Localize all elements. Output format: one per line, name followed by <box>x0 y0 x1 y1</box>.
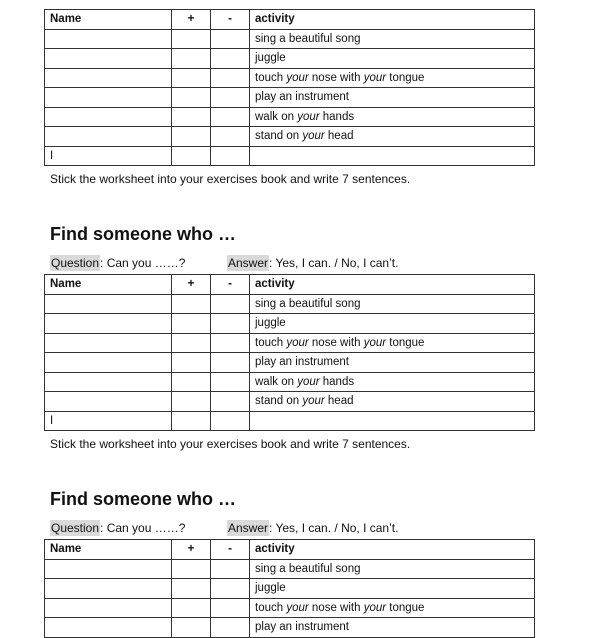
minus-cell[interactable] <box>211 372 250 392</box>
name-cell[interactable]: I <box>45 146 172 166</box>
question-prompt <box>50 517 185 539</box>
answer-text: : Yes, I can. / No, I can’t. <box>269 521 399 535</box>
plus-cell[interactable] <box>172 579 211 599</box>
name-cell[interactable] <box>45 579 172 599</box>
minus-cell[interactable] <box>211 88 250 108</box>
name-cell[interactable] <box>45 598 172 618</box>
minus-cell[interactable] <box>211 618 250 638</box>
section-title: Find someone who … <box>50 489 237 509</box>
activity-cell: stand on your head <box>250 392 535 412</box>
plus-cell[interactable] <box>172 107 211 127</box>
activity-cell: sing a beautiful song <box>250 294 535 314</box>
plus-cell[interactable] <box>172 314 211 334</box>
activity-cell: juggle <box>250 579 535 599</box>
worksheet-section-1 <box>0 9 595 206</box>
minus-cell[interactable] <box>211 579 250 599</box>
name-column-header: Name <box>45 540 172 560</box>
name-cell[interactable] <box>45 294 172 314</box>
plus-cell[interactable] <box>172 392 211 412</box>
activity-column-header: activity <box>250 540 535 560</box>
minus-cell[interactable] <box>211 29 250 49</box>
minus-cell[interactable] <box>211 294 250 314</box>
activity-cell: touch your nose with your tongue <box>250 598 535 618</box>
table-row <box>45 49 535 69</box>
plus-cell[interactable] <box>172 618 211 638</box>
minus-cell[interactable] <box>211 411 250 431</box>
plus-column-header: + <box>172 275 211 295</box>
minus-cell[interactable] <box>211 68 250 88</box>
activity-cell: play an instrument <box>250 88 535 108</box>
activity-cell: touch your nose with your tongue <box>250 68 535 88</box>
question-answer-line <box>0 252 595 274</box>
question-text: : Can you ……? <box>100 256 186 270</box>
minus-cell[interactable] <box>211 333 250 353</box>
table-row <box>45 294 535 314</box>
activity-cell: sing a beautiful song <box>250 29 535 49</box>
worksheet-section-2 <box>0 216 595 471</box>
worksheet-table <box>44 539 535 638</box>
activity-cell: play an instrument <box>250 618 535 638</box>
name-column-header: Name <box>45 10 172 30</box>
question-label: Question <box>51 256 100 270</box>
instruction-text: Stick the worksheet into your exercises book and write 7 sentences. <box>50 437 411 451</box>
question-prompt <box>50 252 185 274</box>
table-row <box>45 314 535 334</box>
minus-cell[interactable] <box>211 353 250 373</box>
table-row <box>45 333 535 353</box>
worksheet-section-3 <box>0 481 595 638</box>
plus-cell[interactable] <box>172 88 211 108</box>
name-column-header: Name <box>45 275 172 295</box>
name-cell[interactable] <box>45 333 172 353</box>
activity-cell[interactable] <box>250 146 535 166</box>
activity-cell: walk on your hands <box>250 372 535 392</box>
answer-label: Answer <box>228 256 269 270</box>
name-cell[interactable] <box>45 107 172 127</box>
plus-cell[interactable] <box>172 146 211 166</box>
name-cell[interactable] <box>45 353 172 373</box>
minus-cell[interactable] <box>211 598 250 618</box>
minus-column-header: - <box>211 10 250 30</box>
question-text: : Can you ……? <box>100 521 186 535</box>
name-cell[interactable] <box>45 127 172 147</box>
plus-cell[interactable] <box>172 29 211 49</box>
name-cell[interactable] <box>45 618 172 638</box>
activity-column-header: activity <box>250 10 535 30</box>
table-header-row <box>45 540 535 560</box>
activity-column-header: activity <box>250 275 535 295</box>
name-cell[interactable] <box>45 392 172 412</box>
table-row <box>45 127 535 147</box>
plus-cell[interactable] <box>172 333 211 353</box>
minus-column-header: - <box>211 540 250 560</box>
plus-cell[interactable] <box>172 294 211 314</box>
plus-cell[interactable] <box>172 49 211 69</box>
question-answer-line <box>0 517 595 539</box>
table-row <box>45 618 535 638</box>
plus-cell[interactable] <box>172 372 211 392</box>
minus-cell[interactable] <box>211 107 250 127</box>
table-row <box>45 559 535 579</box>
plus-cell[interactable] <box>172 411 211 431</box>
plus-cell[interactable] <box>172 127 211 147</box>
answer-prompt <box>227 517 398 539</box>
worksheet-table <box>44 9 535 166</box>
activity-cell: sing a beautiful song <box>250 559 535 579</box>
minus-cell[interactable] <box>211 392 250 412</box>
table-header-row <box>45 275 535 295</box>
table-row <box>45 579 535 599</box>
activity-cell: touch your nose with your tongue <box>250 333 535 353</box>
table-header-row <box>45 10 535 30</box>
name-cell[interactable] <box>45 29 172 49</box>
table-row <box>45 107 535 127</box>
table-row <box>45 372 535 392</box>
table-row <box>45 353 535 373</box>
name-cell[interactable] <box>45 68 172 88</box>
answer-text: : Yes, I can. / No, I can’t. <box>269 256 399 270</box>
minus-column-header: - <box>211 275 250 295</box>
table-row <box>45 68 535 88</box>
minus-cell[interactable] <box>211 146 250 166</box>
plus-column-header: + <box>172 540 211 560</box>
table-row <box>45 392 535 412</box>
table-row <box>45 88 535 108</box>
question-label: Question <box>51 521 100 535</box>
plus-cell[interactable] <box>172 353 211 373</box>
name-cell[interactable]: I <box>45 411 172 431</box>
name-cell[interactable] <box>45 88 172 108</box>
answer-label: Answer <box>228 521 269 535</box>
minus-cell[interactable] <box>211 49 250 69</box>
activity-cell: juggle <box>250 49 535 69</box>
plus-cell[interactable] <box>172 559 211 579</box>
section-title: Find someone who … <box>50 224 237 244</box>
name-cell[interactable] <box>45 372 172 392</box>
answer-prompt <box>227 252 398 274</box>
table-row <box>45 146 535 166</box>
activity-cell[interactable] <box>250 411 535 431</box>
plus-cell[interactable] <box>172 68 211 88</box>
plus-column-header: + <box>172 10 211 30</box>
minus-cell[interactable] <box>211 314 250 334</box>
table-row <box>45 598 535 618</box>
minus-cell[interactable] <box>211 127 250 147</box>
activity-cell: juggle <box>250 314 535 334</box>
name-cell[interactable] <box>45 314 172 334</box>
worksheet-table <box>44 274 535 431</box>
name-cell[interactable] <box>45 49 172 69</box>
name-cell[interactable] <box>45 559 172 579</box>
instruction-text: Stick the worksheet into your exercises book and write 7 sentences. <box>50 172 411 186</box>
activity-cell: stand on your head <box>250 127 535 147</box>
minus-cell[interactable] <box>211 559 250 579</box>
activity-cell: walk on your hands <box>250 107 535 127</box>
activity-cell: play an instrument <box>250 353 535 373</box>
plus-cell[interactable] <box>172 598 211 618</box>
table-row <box>45 411 535 431</box>
table-row <box>45 29 535 49</box>
